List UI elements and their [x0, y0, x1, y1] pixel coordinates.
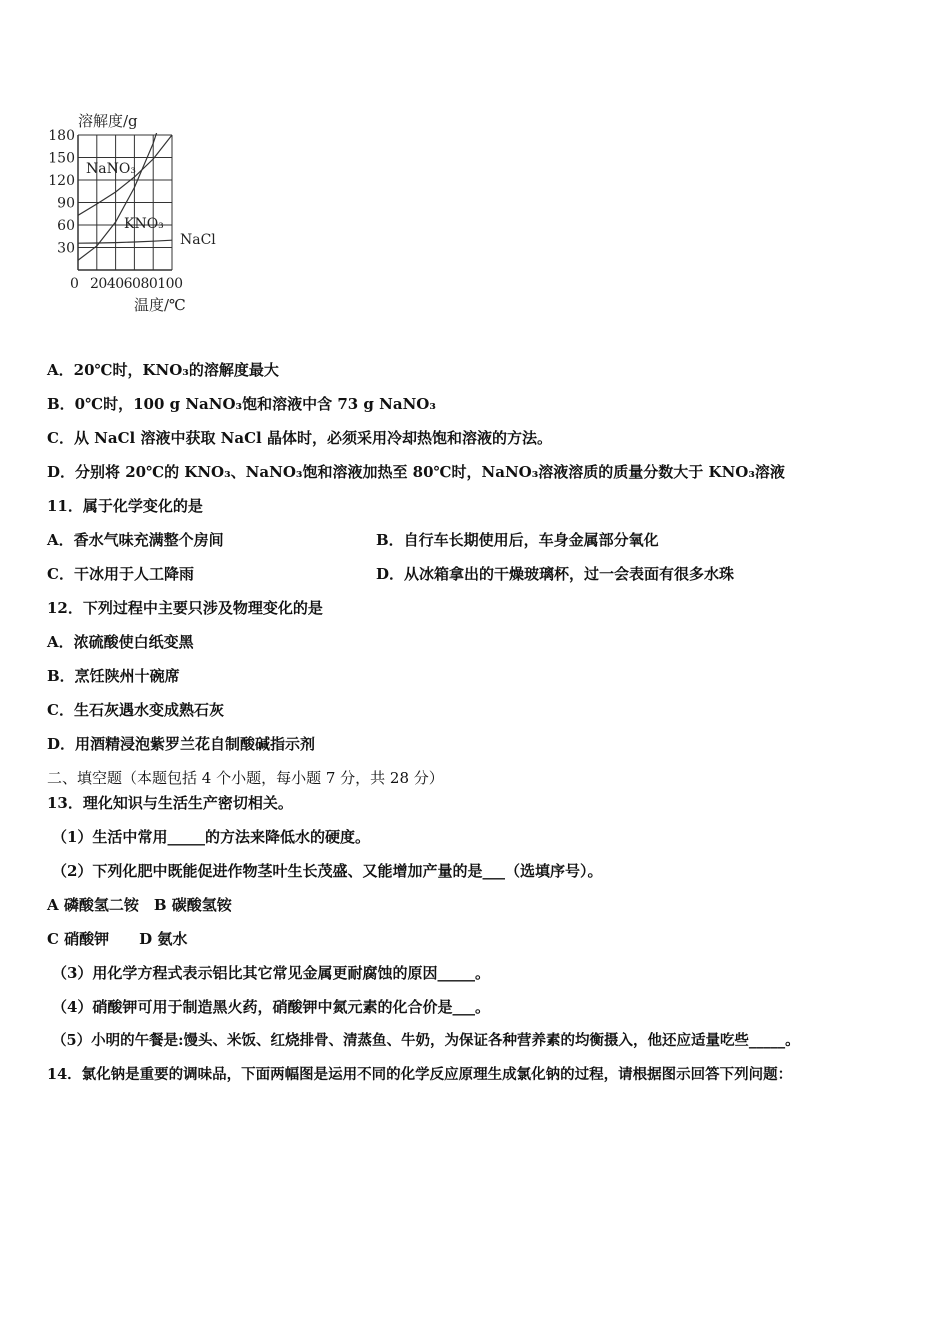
series-label-kno3: KNO₃ [124, 216, 164, 232]
q11-option-c: C．干冰用于人工降雨 [47, 565, 194, 583]
q14-stem: 14．氯化钠是重要的调味品，下面两幅图是运用不同的化学反应原理生成氯化钠的过程，请根据图示回答下列问题： [47, 1066, 793, 1083]
y-tick-60: 60 [57, 218, 75, 234]
x-tick-0: 0 [70, 276, 79, 292]
q13-part-3: （3）用化学方程式表示铝比其它常见金属更耐腐蚀的原因_____。 [52, 964, 490, 982]
series-line-nacl [78, 240, 172, 243]
chart-x-label: 温度/℃ [134, 296, 186, 314]
q10-option-d: D．分别将 20℃的 KNO₃、NaNO₃饱和溶液加热至 80℃时，NaNO₃溶液溶质的质量分数大于 KNO₃溶液 [47, 463, 785, 481]
y-tick-30: 30 [57, 240, 75, 257]
series-label-nacl: NaCl [180, 232, 216, 248]
x-tick-labels: 20406080100 [90, 276, 183, 292]
y-tick-180: 180 [48, 128, 75, 144]
q11-stem: 11．属于化学变化的是 [47, 497, 203, 515]
y-tick-90: 90 [57, 195, 75, 212]
section-heading: 二、填空题（本题包括 4 个小题，每小题 7 分，共 28 分） [47, 769, 444, 787]
q10-option-b: B．0℃时，100 g NaNO₃饱和溶液中含 73 g NaNO₃ [47, 395, 436, 413]
q10-option-c: C．从 NaCl 溶液中获取 NaCl 晶体时，必须采用冷却热饱和溶液的方法。 [47, 429, 552, 447]
q13-part-1: （1）生活中常用_____的方法来降低水的硬度。 [52, 828, 370, 846]
q12-option-c: C．生石灰遇水变成熟石灰 [47, 701, 224, 719]
q13-options-1: A 磷酸氢二铵 B 碳酸氢铵 [47, 896, 232, 914]
y-tick-120: 120 [48, 173, 75, 189]
solubility-chart [40, 108, 280, 328]
q11-option-d: D．从冰箱拿出的干燥玻璃杯，过一会表面有很多水珠 [376, 565, 735, 583]
y-tick-150: 150 [48, 150, 75, 167]
q13-part-5: （5）小明的午餐是:馒头、米饭、红烧排骨、清蒸鱼、牛奶，为保证各种营养素的均衡摄入，他还应适量吃些_____。 [52, 1032, 800, 1049]
q13-part-2: （2）下列化肥中既能促进作物茎叶生长茂盛、又能增加产量的是___（选填序号）。 [52, 862, 603, 880]
q13-options-2: C 硝酸钾 D 氨水 [47, 930, 188, 948]
q13-part-4: （4）硝酸钾可用于制造黑火药，硝酸钾中氮元素的化合价是___。 [52, 998, 490, 1016]
q11-option-b: B．自行车长期使用后，车身金属部分氧化 [376, 531, 659, 549]
q12-option-a: A．浓硫酸使白纸变黑 [47, 633, 194, 651]
q12-option-b: B．烹饪陕州十碗席 [47, 667, 180, 685]
q13-stem: 13．理化知识与生活生产密切相关。 [47, 794, 293, 812]
q11-option-a: A．香水气味充满整个房间 [47, 531, 224, 549]
q10-option-a: A．20℃时，KNO₃的溶解度最大 [47, 361, 279, 379]
q12-stem: 12．下列过程中主要只涉及物理变化的是 [47, 599, 323, 617]
chart-series [78, 108, 172, 260]
chart-y-label: 溶解度/g [78, 112, 138, 130]
series-label-nano3: NaNO₃ [86, 161, 136, 177]
q12-option-d: D．用酒精浸泡紫罗兰花自制酸碱指示剂 [47, 735, 316, 753]
